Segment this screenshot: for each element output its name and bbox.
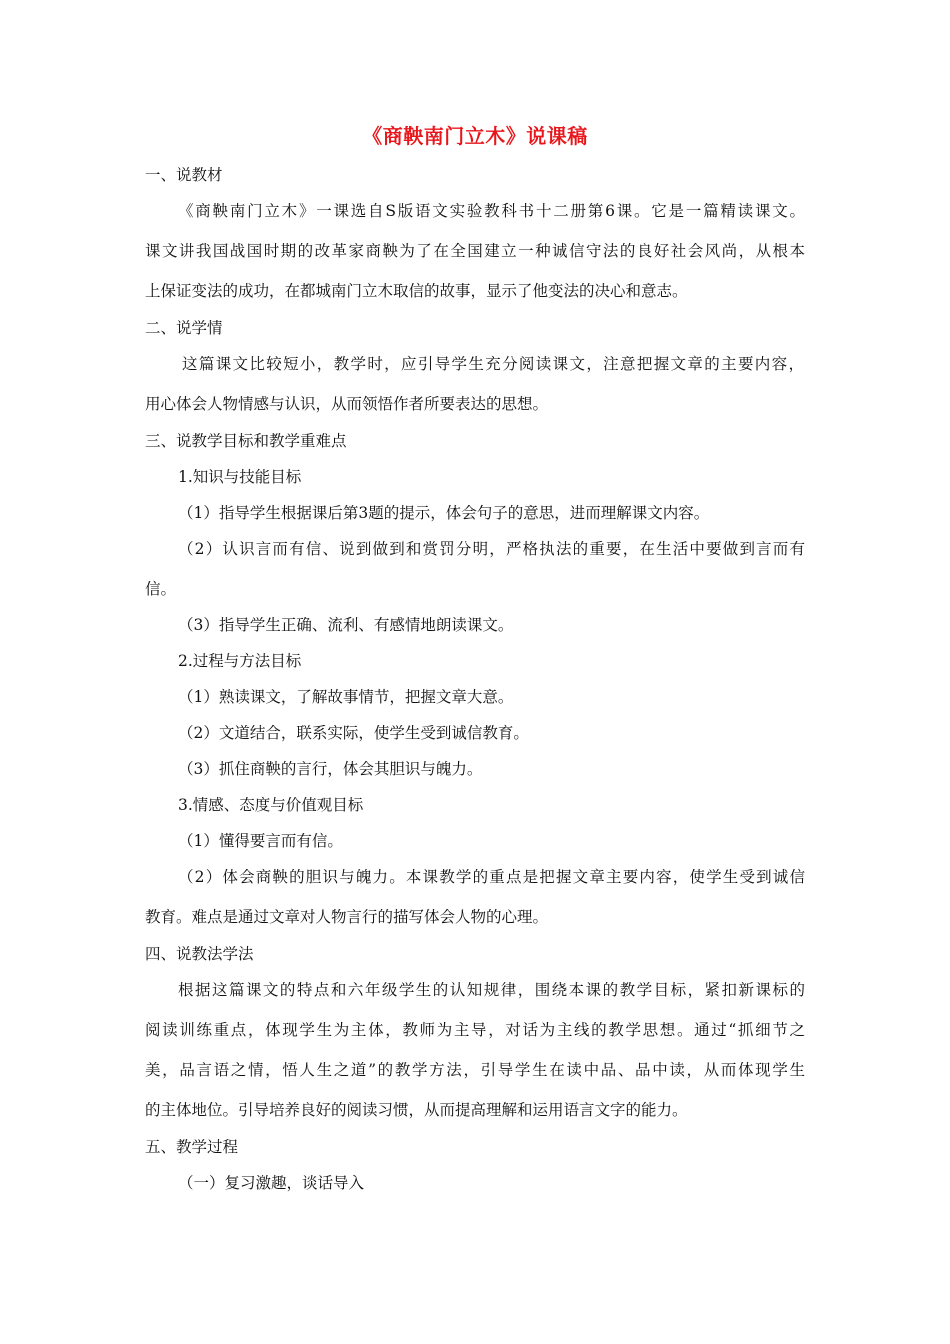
paragraph-line: 上保证变法的成功，在都城南门立木取信的故事，显示了他变法的决心和意志。 <box>145 282 688 300</box>
paragraph-line: 阅读训练重点，体现学生为主体，教师为主导，对话为主线的教学思想。通过“抓细节之 <box>145 1021 805 1039</box>
subheading: （一）复习激趣，谈话导入 <box>178 1174 365 1192</box>
subheading: 3.情感、态度与价值观目标 <box>178 796 364 814</box>
section-heading-1: 一、说教材 <box>145 166 223 184</box>
list-item: （2）文道结合，联系实际，使学生受到诚信教育。 <box>178 724 529 742</box>
list-item: （1）指导学生根据课后第3题的提示，体会句子的意思，进而理解课文内容。 <box>178 504 710 522</box>
section-heading-2: 二、说学情 <box>145 319 223 337</box>
subheading: 1.知识与技能目标 <box>178 468 302 486</box>
list-item: （1）熟读课文，了解故事情节，把握文章大意。 <box>178 688 514 706</box>
document-title: 《商鞅南门立木》说课稿 <box>362 124 588 148</box>
section-heading-4: 四、说教法学法 <box>145 945 254 963</box>
list-item: （3）指导学生正确、流利、有感情地朗读课文。 <box>178 616 514 634</box>
section-heading-5: 五、教学过程 <box>145 1138 239 1156</box>
paragraph-line: 这篇课文比较短小，教学时，应引导学生充分阅读课文，注意把握文章的主要内容， <box>182 355 804 373</box>
section-heading-3: 三、说教学目标和教学重难点 <box>145 432 347 450</box>
paragraph-line: 用心体会人物情感与认识，从而领悟作者所要表达的思想。 <box>145 395 549 413</box>
list-item: （1）懂得要言而有信。 <box>178 832 343 850</box>
paragraph-line: 美，品言语之情，悟人生之道”的教学方法，引导学生在读中品、品中读，从而体现学生 <box>145 1061 805 1079</box>
list-item: （2）认识言而有信、说到做到和赏罚分明，严格执法的重要，在生活中要做到言而有 <box>178 540 805 558</box>
list-item-continuation: 信。 <box>145 580 177 598</box>
list-item: （3）抓住商鞅的言行，体会其胆识与魄力。 <box>178 760 483 778</box>
list-item: （2）体会商鞅的胆识与魄力。本课教学的重点是把握文章主要内容，使学生受到诚信 <box>178 868 805 886</box>
paragraph-line: 根据这篇课文的特点和六年级学生的认知规律，围绕本课的教学目标，紧扣新课标的 <box>178 981 805 999</box>
paragraph-line: 的主体地位。引导培养良好的阅读习惯，从而提高理解和运用语言文字的能力。 <box>145 1101 688 1119</box>
paragraph-line: 《商鞅南门立木》一课选自S版语文实验教科书十二册第6课。它是一篇精读课文。 <box>178 202 805 220</box>
paragraph-line: 课文讲我国战国时期的改革家商鞅为了在全国建立一种诚信守法的良好社会风尚，从根本 <box>145 242 805 260</box>
list-item-continuation: 教育。难点是通过文章对人物言行的描写体会人物的心理。 <box>145 908 549 926</box>
subheading: 2.过程与方法目标 <box>178 652 302 670</box>
